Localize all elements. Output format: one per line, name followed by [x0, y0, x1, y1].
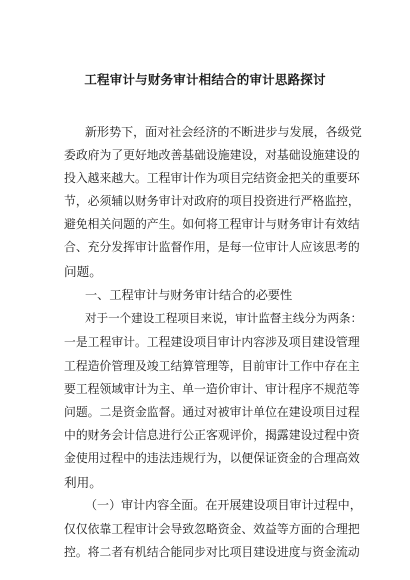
body-line: 一是工程审计。工程建设项目审计内容涉及项目建设管理 — [64, 335, 360, 349]
document-title: 工程审计与财务审计相结合的审计思路探讨 — [84, 72, 326, 87]
body-line: 避免相关问题的产生。如何将工程审计与财务审计有效结 — [64, 217, 360, 231]
body-line: 工程造价管理及竣工结算管理等，目前审计工作中存在主 — [64, 359, 360, 373]
body-line: 合、充分发挥审计监督作用，是每一位审计人应该思考的 — [64, 240, 360, 254]
body-line: 问题。二是资金监督。通过对被审计单位在建设项目过程 — [64, 405, 360, 419]
body-line: 问题。 — [64, 264, 102, 279]
body-line: 要工程领域审计为主、单一造价审计、审计程序不规范等 — [64, 382, 360, 396]
body-line: 控。将二者有机结合能同步对比项目建设进度与资金流动 — [64, 545, 360, 559]
section-heading: 一、工程审计与财务审计结合的必要性 — [85, 288, 293, 302]
body-line: 利用。 — [64, 475, 102, 490]
body-line: 节，必须辅以财务审计对政府的项目投资进行严格监控， — [64, 194, 360, 208]
body-line: 对于一个建设工程项目来说，审计监督主线分为两条： — [85, 311, 363, 325]
body-line: 投入越来越大。工程审计作为项目完结资金把关的重要环 — [64, 171, 360, 185]
body-line: 仅仅依靠工程审计会导致忽略资金、效益等方面的合理把 — [64, 522, 360, 536]
body-line: 金使用过程中的违法违规行为，以便保证资金的合理高效 — [64, 451, 360, 465]
subsection-line: （一）审计内容全面。在开展建设项目审计过程中， — [85, 498, 362, 512]
body-line: 中的财务会计信息进行公正客观评价，揭露建设过程中资 — [64, 428, 360, 442]
body-line: 新形势下，面对社会经济的不断进步与发展，各级党 — [85, 125, 362, 139]
body-line: 委政府为了更好地改善基础设施建设，对基础设施建设的 — [64, 148, 360, 162]
